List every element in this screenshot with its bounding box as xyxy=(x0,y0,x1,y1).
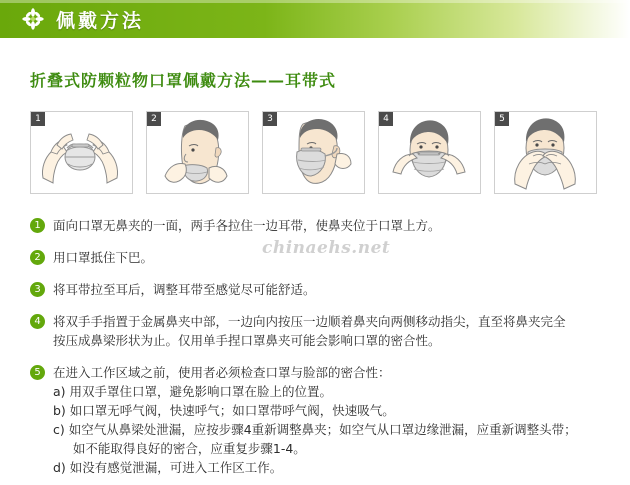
step-figure-5 xyxy=(494,111,597,194)
illustration-mask-under-chin xyxy=(147,112,248,193)
instruction-line: 按压成鼻梁形状为止。仅用单手捏口罩鼻夹可能会影响口罩的密合性。 xyxy=(53,333,441,348)
step-figures xyxy=(30,111,606,194)
flower-icon xyxy=(22,8,44,30)
step-badge: 5 xyxy=(495,112,509,126)
step-badge: 1 xyxy=(31,112,45,126)
illustration-fit-check xyxy=(495,112,596,193)
header-highlight-strip xyxy=(0,0,630,3)
list-item xyxy=(30,248,606,267)
step-figure-1 xyxy=(30,111,133,194)
list-item xyxy=(30,280,606,299)
instruction-number: 2 xyxy=(30,250,45,265)
step-badge: 4 xyxy=(379,112,393,126)
page-content xyxy=(0,68,630,477)
illustration-earloops-behind-ears xyxy=(263,112,364,193)
watermark: chinaehs.net xyxy=(262,238,391,258)
instruction-line: 将双手手指置于金属鼻夹中部，一边向内按压一边顺着鼻夹向两侧移动指尖，直至将鼻夹完全 xyxy=(53,314,566,329)
instruction-number: 5 xyxy=(30,365,45,380)
instruction-sub-line: d) 如没有感觉泄漏，可进入工作区工作。 xyxy=(53,460,283,475)
instruction-list xyxy=(30,216,606,477)
instruction-sub-line: 如不能取得良好的密合，应重复步骤1-4。 xyxy=(53,441,306,456)
instruction-text xyxy=(53,312,566,350)
list-item xyxy=(30,312,606,350)
section-title: 折叠式防颗粒物口罩佩戴方法——耳带式 xyxy=(30,71,337,90)
instruction-sub-line: a) 用双手罩住口罩，避免影响口罩在脸上的位置。 xyxy=(53,384,333,399)
instruction-text xyxy=(53,280,316,299)
step-figure-3 xyxy=(262,111,365,194)
page-header xyxy=(0,0,630,38)
instruction-line: 用口罩抵住下巴。 xyxy=(53,250,154,265)
illustration-hold-mask-by-earloops xyxy=(31,112,132,193)
step-figure-4 xyxy=(378,111,481,194)
step-badge: 2 xyxy=(147,112,161,126)
instruction-line: 面向口罩无鼻夹的一面，两手各拉住一边耳带，使鼻夹位于口罩上方。 xyxy=(53,218,441,233)
instruction-sub-line: b) 如口罩无呼气阀，快速呼气；如口罩带呼气阀，快速吸气。 xyxy=(53,403,395,418)
instruction-sub-list xyxy=(53,382,577,477)
instruction-number: 3 xyxy=(30,282,45,297)
instruction-text xyxy=(53,248,153,267)
illustration-press-nose-clip xyxy=(379,112,480,193)
instruction-line: 将耳带拉至耳后，调整耳带至感觉尽可能舒适。 xyxy=(53,282,316,297)
page-title: 佩戴方法 xyxy=(56,9,145,32)
step-badge: 3 xyxy=(263,112,277,126)
instruction-number: 1 xyxy=(30,218,45,233)
list-item xyxy=(30,216,606,235)
instruction-text xyxy=(53,216,441,235)
step-figure-2 xyxy=(146,111,249,194)
instruction-number: 4 xyxy=(30,314,45,329)
instruction-sub-line: c) 如空气从鼻梁处泄漏，应按步骤4重新调整鼻夹；如空气从口罩边缘泄漏，应重新调整头带； xyxy=(53,422,577,437)
list-item xyxy=(30,363,606,477)
instruction-text xyxy=(53,363,577,477)
instruction-line: 在进入工作区域之前，使用者必须检查口罩与脸部的密合性： xyxy=(53,365,391,380)
